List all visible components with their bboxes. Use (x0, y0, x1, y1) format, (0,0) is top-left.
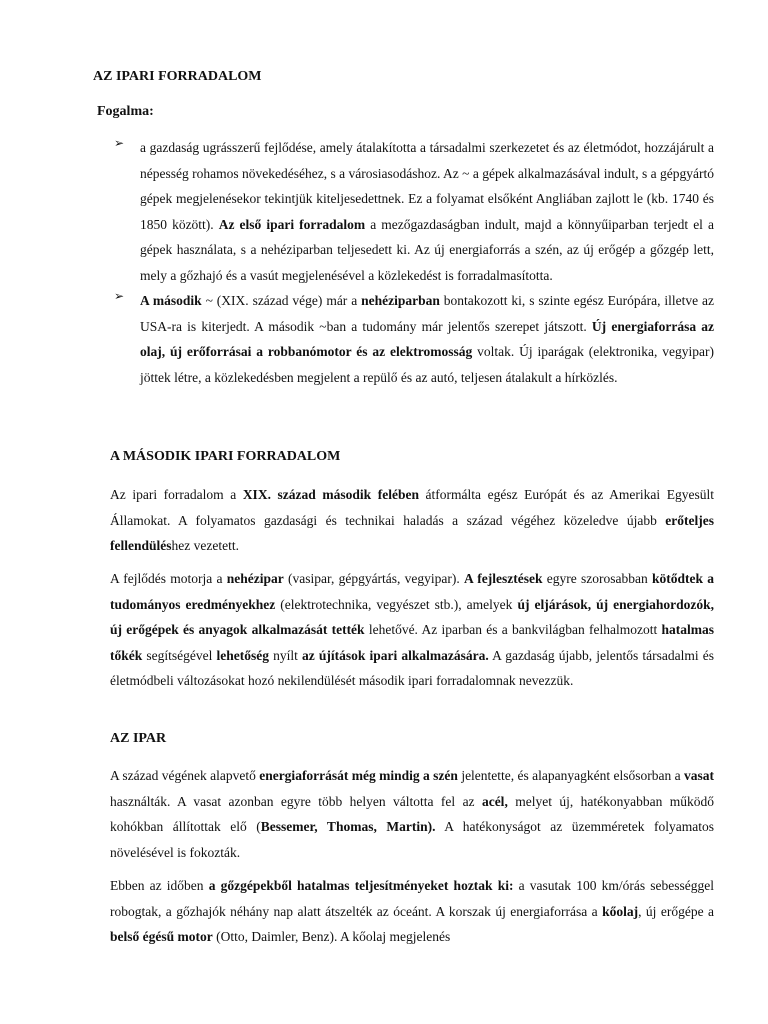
text-run: jelentette, és alapanyagként elsősorban a (457, 768, 684, 783)
text-run: A hatékonyságot az üzemméretek folyamatos növelésével is fokozták. (110, 819, 715, 860)
text-run: hez vezetett. (171, 538, 239, 553)
bold-run: kőolaj (602, 903, 639, 919)
bold-run: nehézipar (226, 571, 284, 586)
section-heading: AZ IPAR (110, 731, 167, 746)
text-run: bontakozott ki, s szinte egész Európára, illetve az USA-ra is kiterjedt. A második ~ban a tudomány már jelentős szerepet játszott. (140, 293, 714, 334)
paragraph (110, 482, 714, 559)
bold-run: Az első ipari forradalom (218, 216, 366, 232)
text-run: átformálta egész Európát és az Amerikai Egyesült Államokat. A folyamatos gazdasági és technikai haladás a század végéhez közeledve újabb (110, 487, 714, 528)
text-run: segítségével (142, 647, 217, 663)
bold-run: acél, (481, 793, 508, 809)
bullet-text (140, 135, 714, 288)
definition-label: Fogalma: (97, 104, 154, 119)
bullet-item-1 (114, 135, 714, 288)
section-second-industrial-revolution (110, 449, 714, 465)
text-run: nyílt (268, 647, 302, 663)
bold-run: erőteljes fellendülés (110, 512, 714, 553)
bold-run: XIX. század második felében (242, 487, 419, 502)
section-industry (110, 731, 714, 747)
text-run: voltak. Új iparágak (elektronika, vegyipar) jöttek létre, a közlekedésben megjelent a repülő és az autó, teljesen átalakult a hírközlés. (140, 344, 714, 385)
bold-run: belső égésű motor (110, 929, 213, 944)
bold-run: hatalmas tőkék (110, 622, 714, 663)
bullet-text (140, 288, 714, 390)
definition-bullet-list (114, 135, 714, 390)
arrow-bullet-icon: ➢ (114, 289, 125, 303)
text-run: A század végének alapvető (110, 768, 260, 783)
bold-run: vasat (684, 768, 714, 783)
bold-run: A fejlesztések (464, 571, 543, 586)
document-title: AZ IPARI FORRADALOM (93, 69, 262, 84)
paragraph (110, 566, 714, 694)
paragraph (110, 873, 714, 950)
text-run: A gazdaság újabb, jelentős társadalmi és életmódbeli változásokat hozó nekilendülését második ipari forradalomnak nevezzük. (110, 647, 714, 688)
paragraph (110, 763, 714, 865)
bold-run: A második (140, 293, 202, 308)
text-run: a mezőgazdaságban indult, majd a könnyűiparban terjedt el a gépek használata, s a nehéziparban teljesedett ki. Az új energiaforrás a szén, az új erőgép a gőzgép lett, mely a gőzhajó és a vasút megjelenésével a közlekedést is forradalmasította. (140, 216, 714, 283)
text-run: a gazdaság ugrásszerű fejlődése, amely átalakította a társadalmi szerkezetet és az életmódot, hozzájárult a népesség rohamos növekedéséhez, s a városiasodáshoz. Az ~ a gépek alkalmazásával indult, s a gépgyártó gépek megjelenésekor tekintjük kiteljesedettnek. Ez a folyamat elsőként Angliában zajlott le (kb. 1740 és 1850 között). (140, 140, 714, 232)
arrow-bullet-icon: ➢ (114, 136, 125, 150)
text-run: , új erőgépe a (638, 903, 714, 919)
text-run: A fejlődés motorja a (110, 571, 227, 586)
text-run: használták. A vasat azonban egyre több helyen váltotta fel az (110, 793, 482, 809)
bold-run: új eljárások, új energiahordozók, új erőgépek és anyagok alkalmazását tették (110, 596, 715, 637)
bold-run: Új energiaforrása az olaj, új erőforrásai a robbanómotor és az elektromosság (140, 318, 714, 359)
text-run: (vasipar, gépgyártás, vegyipar). (283, 571, 465, 586)
section-heading: A MÁSODIK IPARI FORRADALOM (110, 449, 341, 464)
text-run: Az ipari forradalom a (110, 487, 243, 502)
text-run: Ebben az időben (110, 878, 209, 893)
text-run: a vasutak 100 km/órás sebességgel robogtak, a gőzhajók néhány nap alatt átszelték az óceánt. A korszak új energiaforrása a (110, 878, 714, 919)
bold-run: Bessemer, Thomas, Martin). (260, 819, 436, 834)
bold-run: a gőzgépekből hatalmas teljesítményeket hoztak ki: (208, 878, 514, 893)
bold-run: lehetőség (216, 647, 269, 663)
text-run: egyre szorosabban (542, 571, 652, 586)
bold-run: kötődtek a tudományos eredményekhez (110, 571, 715, 612)
text-run: melyet új, hatékonyabban működő kohókban állítottak elő ( (110, 793, 714, 834)
text-run: (elektrotechnika, vegyészet stb.), amelyek (275, 596, 518, 612)
bullet-item-2 (114, 288, 714, 390)
bold-run: az újítások ipari alkalmazására. (301, 647, 489, 663)
bold-run: energiaforrását még mindig a szén (259, 768, 458, 783)
bold-run: nehéziparban (361, 293, 440, 308)
text-run: ~ (XIX. század vége) már a (201, 293, 362, 308)
text-run: (Otto, Daimler, Benz). A kőolaj megjelenés (212, 929, 451, 944)
text-run: lehetővé. Az iparban és a bankvilágban felhalmozott (364, 622, 662, 637)
